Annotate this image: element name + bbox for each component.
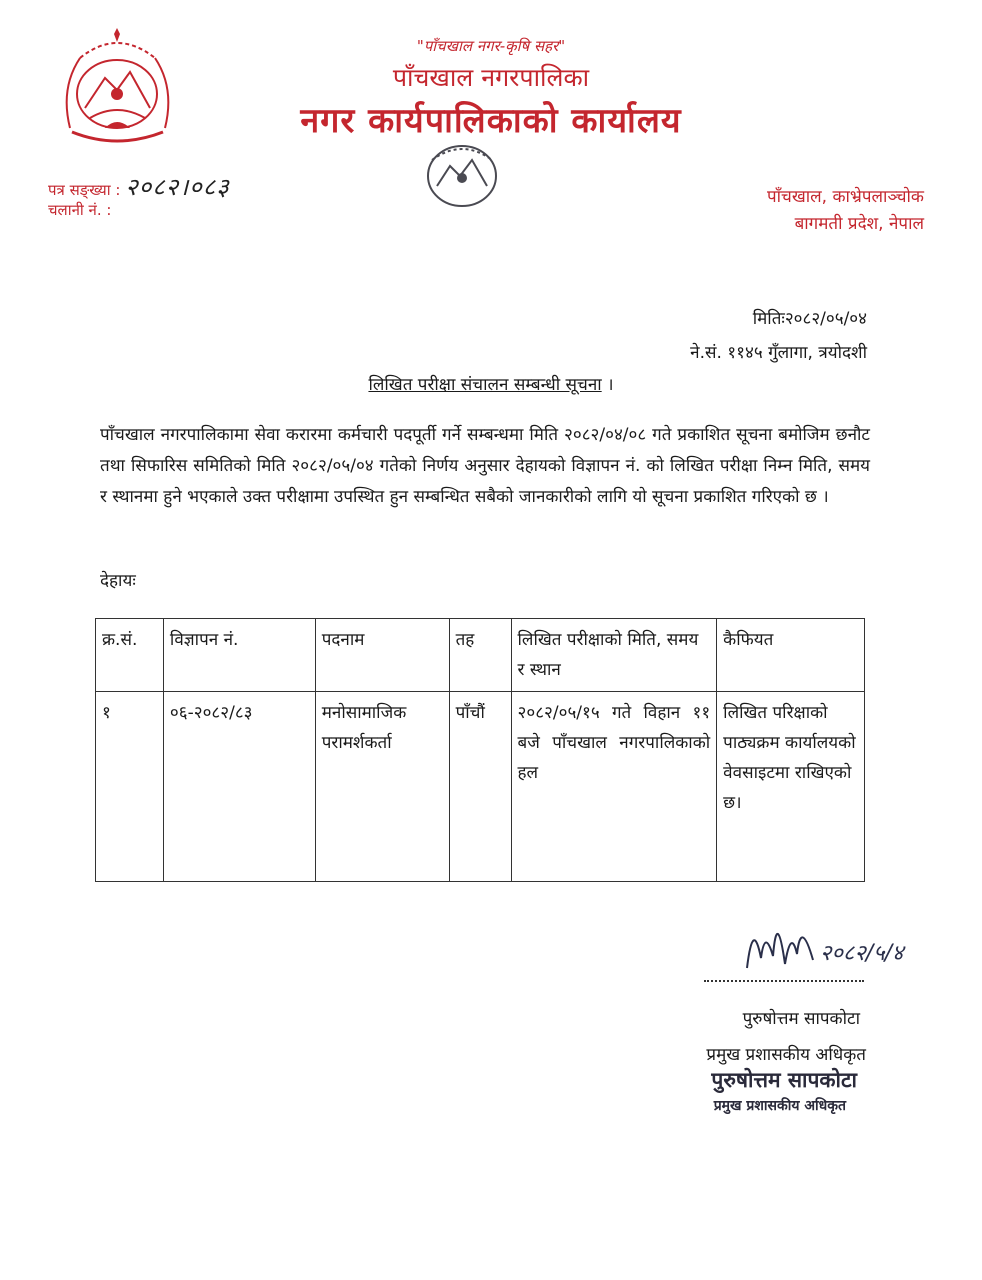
cell-serial: १: [96, 692, 164, 882]
signatory-name: पुरुषोत्तम सापकोटा: [742, 1009, 860, 1029]
office-seal-stamp: [392, 140, 532, 270]
header-ad-number: विज्ञापन नं.: [163, 619, 315, 692]
subject-suffix: ।: [601, 375, 614, 395]
header-exam-datetime-venue: लिखित परीक्षाको मिति, समय र स्थान: [511, 619, 717, 692]
cell-post: मनोसामाजिक परामर्शकर्ता: [315, 692, 449, 882]
dehaya-label: देहायः: [100, 571, 136, 591]
address-line-2: बागमती प्रदेश, नेपाल: [794, 214, 924, 234]
table-row: [96, 692, 865, 882]
exam-schedule-table: [95, 618, 865, 882]
cell-remarks: लिखित परिक्षाको पाठ्यक्रम कार्यालयको वेवसाइटमा राखिएको छ।: [717, 692, 865, 882]
slogan: "पाँचखाल नगर-कृषि सहर": [416, 37, 566, 55]
table-header-row: [96, 619, 865, 692]
signature-line: [704, 980, 864, 982]
title-stamp: प्रमुख प्रशासकीय अधिकृत: [713, 1098, 846, 1114]
nepal-samvat-date: ने.सं. ११४५ गुँलागा, त्रयोदशी: [690, 343, 867, 363]
notice-subject: [0, 372, 982, 395]
header-serial: क्र.सं.: [96, 619, 164, 692]
cell-exam-datetime-venue: २०८२/०५/१५ गते विहान ११ बजे पाँचखाल नगरपालिकाको हल: [511, 692, 717, 882]
name-stamp: पुरुषोत्तम सापकोटा: [711, 1068, 857, 1092]
signatory-title: प्रमुख प्रशासकीय अधिकृत: [706, 1045, 866, 1065]
signature-date: २०८२/५/४: [820, 941, 904, 966]
dispatch-label: चलानी नं. :: [48, 201, 112, 219]
reference-label: पत्र सङ्ख्या :: [48, 181, 121, 199]
office-address: [767, 184, 924, 238]
office-name: नगर कार्यपालिकाको कार्यालय: [300, 101, 682, 141]
letter-date: मितिः२०८२/०५/०४: [752, 309, 867, 329]
address-line-1: पाँचखाल, काभ्रेपलाञ्चोक: [766, 187, 924, 207]
header-post: पदनाम: [315, 619, 449, 692]
cell-ad-number: ०६-२०८२/८३: [163, 692, 315, 882]
handwritten-signature: [735, 898, 935, 978]
reference-number: [48, 170, 230, 203]
reference-value: २०८२।०८३: [125, 173, 230, 201]
notice-body: पाँचखाल नगरपालिकामा सेवा करारमा कर्मचारी पदपूर्ती गर्ने सम्बन्धमा मिति २०८२/०४/०८ गते प्रकाशित सूचना बमोजिम छनौट तथा सिफारिस समितिको मिति २०८२/०५/०४ गतेको निर्णय अनुसार देहायको विज्ञापन नं. को लिखित परीक्षा निम्न मिति, समय र स्थानमा हुने भएकाले उक्त परीक्षामा उपस्थित हुन सम्बन्धित सबैको जानकारीको लागि यो सूचना प्रकाशित गरिएको छ ।: [100, 425, 870, 507]
header-remarks: कैफियत: [717, 619, 865, 692]
header-level: तह: [449, 619, 511, 692]
cell-level: पाँचौं: [449, 692, 511, 882]
subject-text: लिखित परीक्षा संचालन सम्बन्धी सूचना: [368, 375, 602, 395]
municipality-name: पाँचखाल नगरपालिका: [392, 63, 590, 92]
